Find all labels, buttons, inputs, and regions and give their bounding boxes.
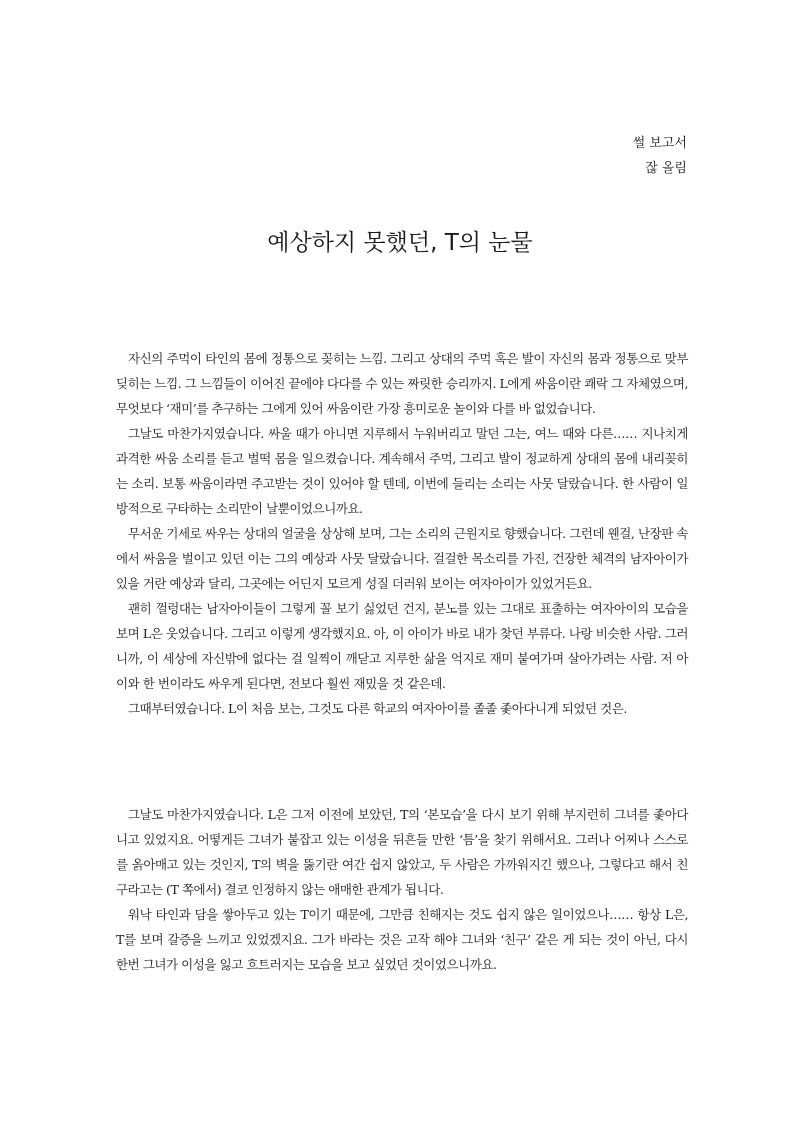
byline-line-2: 잖 올림: [645, 161, 687, 176]
paragraph: 자신의 주먹이 타인의 몸에 정통으로 꽂히는 느낌. 그리고 상대의 주먹 혹은 발이 자신의 몸과 정통으로 맞부딪히는 느낌. 그 느낌들이 이어진 끝에야 다다를 수 있는 짜릿한 승리까지. L에게 싸움이란 쾌락 그 자체였으며, 무엇보다 ‘재미’를 추구하는 그에게 있어 싸움이란 가장 흥미로운 놀이와 다를 바 없었습니다.: [116, 351, 688, 416]
body-section-2: [116, 802, 688, 977]
body-section-1: [116, 346, 688, 721]
paragraph: 괜히 껄렁대는 남자아이들이 그렇게 꼴 보기 싫었던 건지, 분노를 있는 그대로 표출하는 여자아이의 모습을 보며 L은 웃었습니다. 그리고 이렇게 생각했지요. 아, 이 아이가 바로 내가 찾던 부류다. 나랑 비슷한 사람. 그러니까, 이 세상에 자신밖에 없다는 걸 일찍이 깨닫고 지루한 삶을 억지로 재미 붙여가며 살아가려는 사람. 저 아이와 한 번이라도 싸우게 된다면, 전보다 훨씬 재밌을 것 같은데.: [116, 601, 688, 691]
paragraph: 그날도 마찬가지였습니다. 싸울 때가 아니면 지루해서 누워버리고 말던 그는, 여느 때와 다른…… 지나치게 과격한 싸움 소리를 듣고 벌떡 몸을 일으켰습니다. 계속해서 주먹, 그리고 발이 정교하게 상대의 몸에 내리꽂히는 소리. 보통 싸움이라면 주고받는 것이 있어야 할 텐데, 이번에 들리는 소리는 사뭇 달랐습니다. 한 사람이 일방적으로 구타하는 소리만이 날뿐이었으니까요.: [116, 426, 688, 516]
paragraph: 그날도 마찬가지였습니다. L은 그저 이전에 보았던, T의 ‘본모습’을 다시 보기 위해 부지런히 그녀를 좇아다니고 있었지요. 어떻게든 그녀가 붙잡고 있는 이성을 뒤흔들 만한 ‘틈’을 찾기 위해서요. 그러나 어찌나 스스로를 옭아매고 있는 것인지, T의 벽을 뚫기란 여간 쉽지 않았고, 두 사람은 가까워지긴 했으나, 그렇다고 해서 친구라고는 (T 쪽에서) 결코 인정하지 않는 애매한 관계가 됩니다.: [116, 807, 688, 897]
paragraph: 그때부터였습니다. L이 처음 보는, 그것도 다른 학교의 여자아이를 졸졸 좇아다니게 되었던 것은.: [128, 701, 627, 716]
byline: [633, 131, 687, 181]
byline-line-1: 썰 보고서: [632, 136, 687, 151]
document-title: 예상하지 못했던, T의 눈물: [267, 230, 533, 256]
paragraph: 워낙 타인과 담을 쌓아두고 있는 T이기 때문에, 그만큼 친해지는 것도 쉽지 않은 일이었으나…… 항상 L은, T를 보며 갈증을 느끼고 있었겠지요. 그가 바라는 것은 고작 해야 그녀와 ‘친구’ 같은 게 되는 것이 아닌, 다시 한번 그녀가 이성을 잃고 흐트러지는 모습을 보고 싶었던 것이었으니까요.: [116, 907, 688, 972]
paragraph: 무서운 기세로 싸우는 상대의 얼굴을 상상해 보며, 그는 소리의 근원지로 향했습니다. 그런데 웬걸, 난장판 속에서 싸움을 벌이고 있던 이는 그의 예상과 사뭇 달랐습니다. 걸걸한 목소리를 가진, 건장한 체격의 남자아이가 있을 거란 예상과 달리, 그곳에는 어딘지 모르게 성질 더러워 보이는 여자아이가 있었거든요.: [116, 526, 688, 591]
